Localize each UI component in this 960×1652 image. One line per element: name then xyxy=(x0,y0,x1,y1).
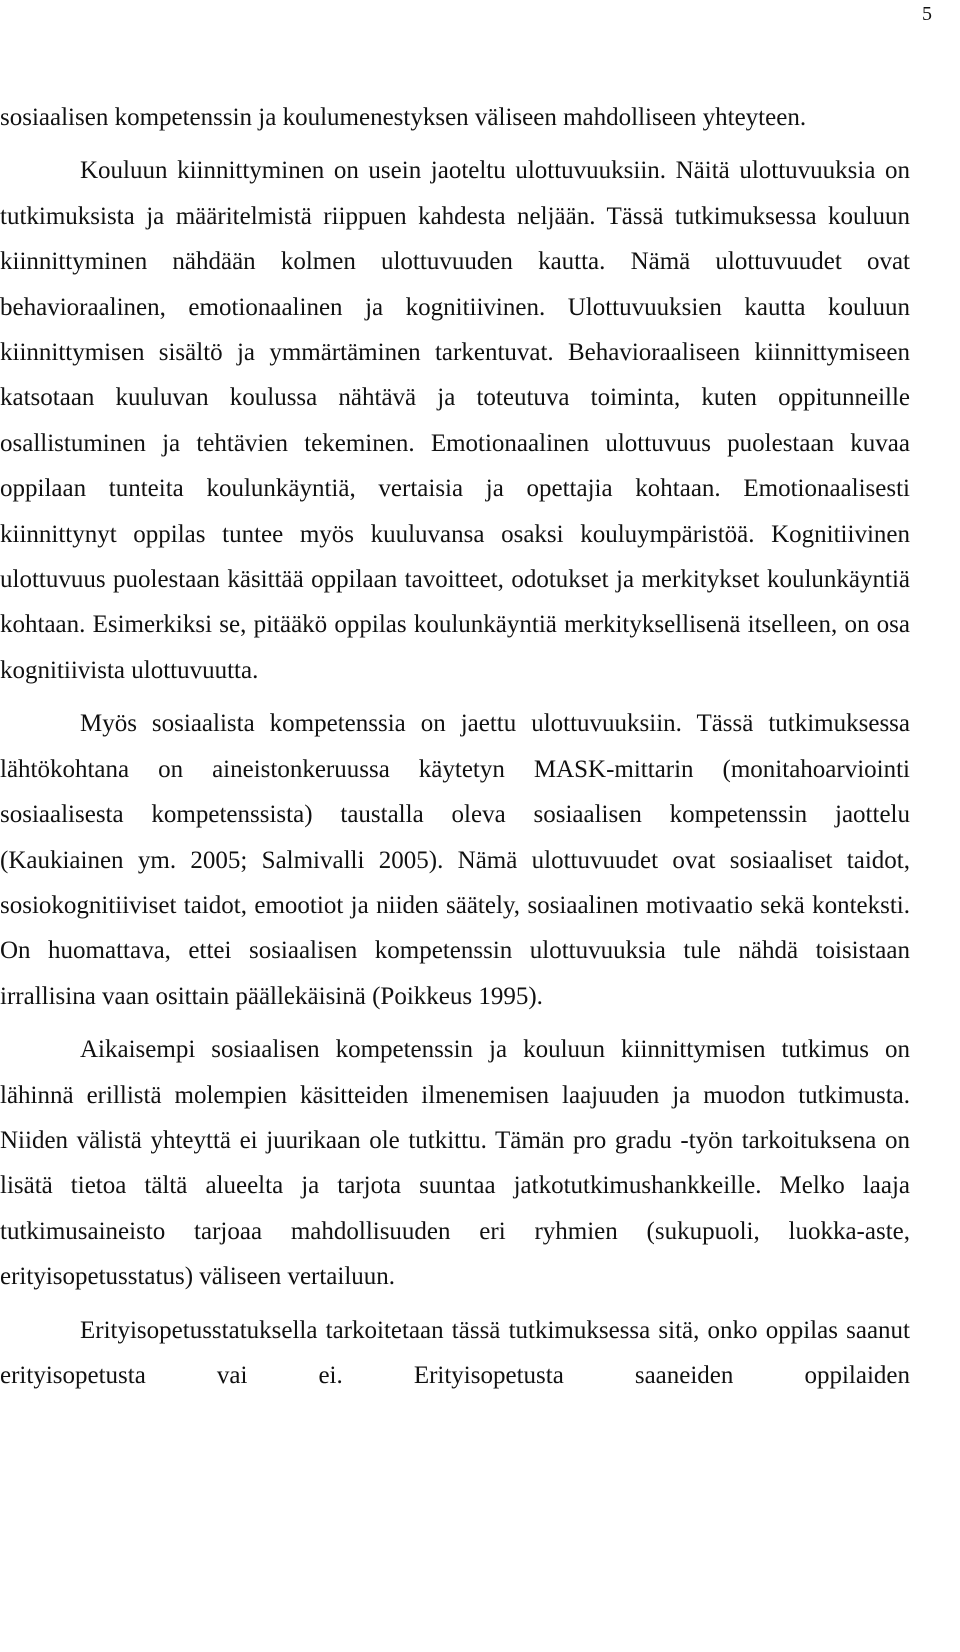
page-number: 5 xyxy=(922,3,932,25)
paragraph-2: Kouluun kiinnittyminen on usein jaoteltu ulottuvuuksiin. Näitä ulottuvuuksia on tutkimuksista ja määritelmistä riippuen kahdesta neljään. Tässä tutkimuksessa kouluun kiinnittyminen nähdään kolmen ulottuvuuden kautta. Nämä ulottuvuudet ovat behavioraalinen, emotionaalinen ja kognitiivinen. Ulottuvuuksien kautta kouluun kiinnittymisen sisältö ja ymmärtäminen tarkentuvat. Behavioraaliseen kiinnittymiseen katsotaan kuuluvan koulussa nähtävä ja toteutuva toiminta, kuten oppitunneille osallistuminen ja tehtävien tekeminen. Emotionaalinen ulottuvuus puolestaan kuvaa oppilaan tunteita koulunkäyntiä, vertaisia ja opettajia kohtaan. Emotionaalisesti kiinnittynyt oppilas tuntee myös kuuluvansa osaksi kouluympäristöä. Kognitiivinen ulottuvuus puolestaan käsittää oppilaan tavoitteet, odotukset ja merkitykset koulunkäyntiä kohtaan. Esimerkiksi se, pitääkö oppilas koulunkäyntiä merkityksellisenä itselleen, on osa kognitiivista ulottuvuutta. xyxy=(0,157,910,684)
paragraph-1: sosiaalisen kompetenssin ja koulumenestyksen väliseen mahdolliseen yhteyteen. xyxy=(0,104,807,131)
document-body xyxy=(0,95,910,1398)
paragraph-3: Myös sosiaalista kompetenssia on jaettu ulottuvuuksiin. Tässä tutkimuksessa lähtökohtana on aineistonkeruussa käytetyn MASK-mittarin (monitahoarviointi sosiaalisesta kompetenssista) taustalla oleva sosiaalisen kompetenssin jaottelu (Kaukiainen ym. 2005; Salmivalli 2005). Nämä ulottuvuudet ovat sosiaaliset taidot, sosiokognitiiviset taidot, emootiot ja niiden säätely, sosiaalinen motivaatio sekä konteksti. On huomattava, ettei sosiaalisen kompetenssin ulottuvuuksia tule nähdä toisistaan irrallisina vaan osittain päällekäisinä (Poikkeus 1995). xyxy=(0,710,910,1010)
paragraph-5: Erityisopetusstatuksella tarkoitetaan tässä tutkimuksessa sitä, onko oppilas saanut erityisopetusta vai ei. Erityisopetusta saaneiden oppilaiden xyxy=(0,1316,910,1389)
paragraph-4: Aikaisempi sosiaalisen kompetenssin ja kouluun kiinnittymisen tutkimus on lähinnä erillistä molempien käsitteiden ilmenemisen laajuuden ja muodon tutkimusta. Niiden välistä yhteyttä ei juurikaan ole tutkittu. Tämän pro gradu -työn tarkoituksena on lisätä tietoa tältä alueelta ja tarjota suuntaa jatkotutkimushankkeille. Melko laaja tutkimusaineisto tarjoaa mahdollisuuden eri ryhmien (sukupuoli, luokka-aste, erityisopetusstatus) väliseen vertailuun. xyxy=(0,1036,910,1291)
